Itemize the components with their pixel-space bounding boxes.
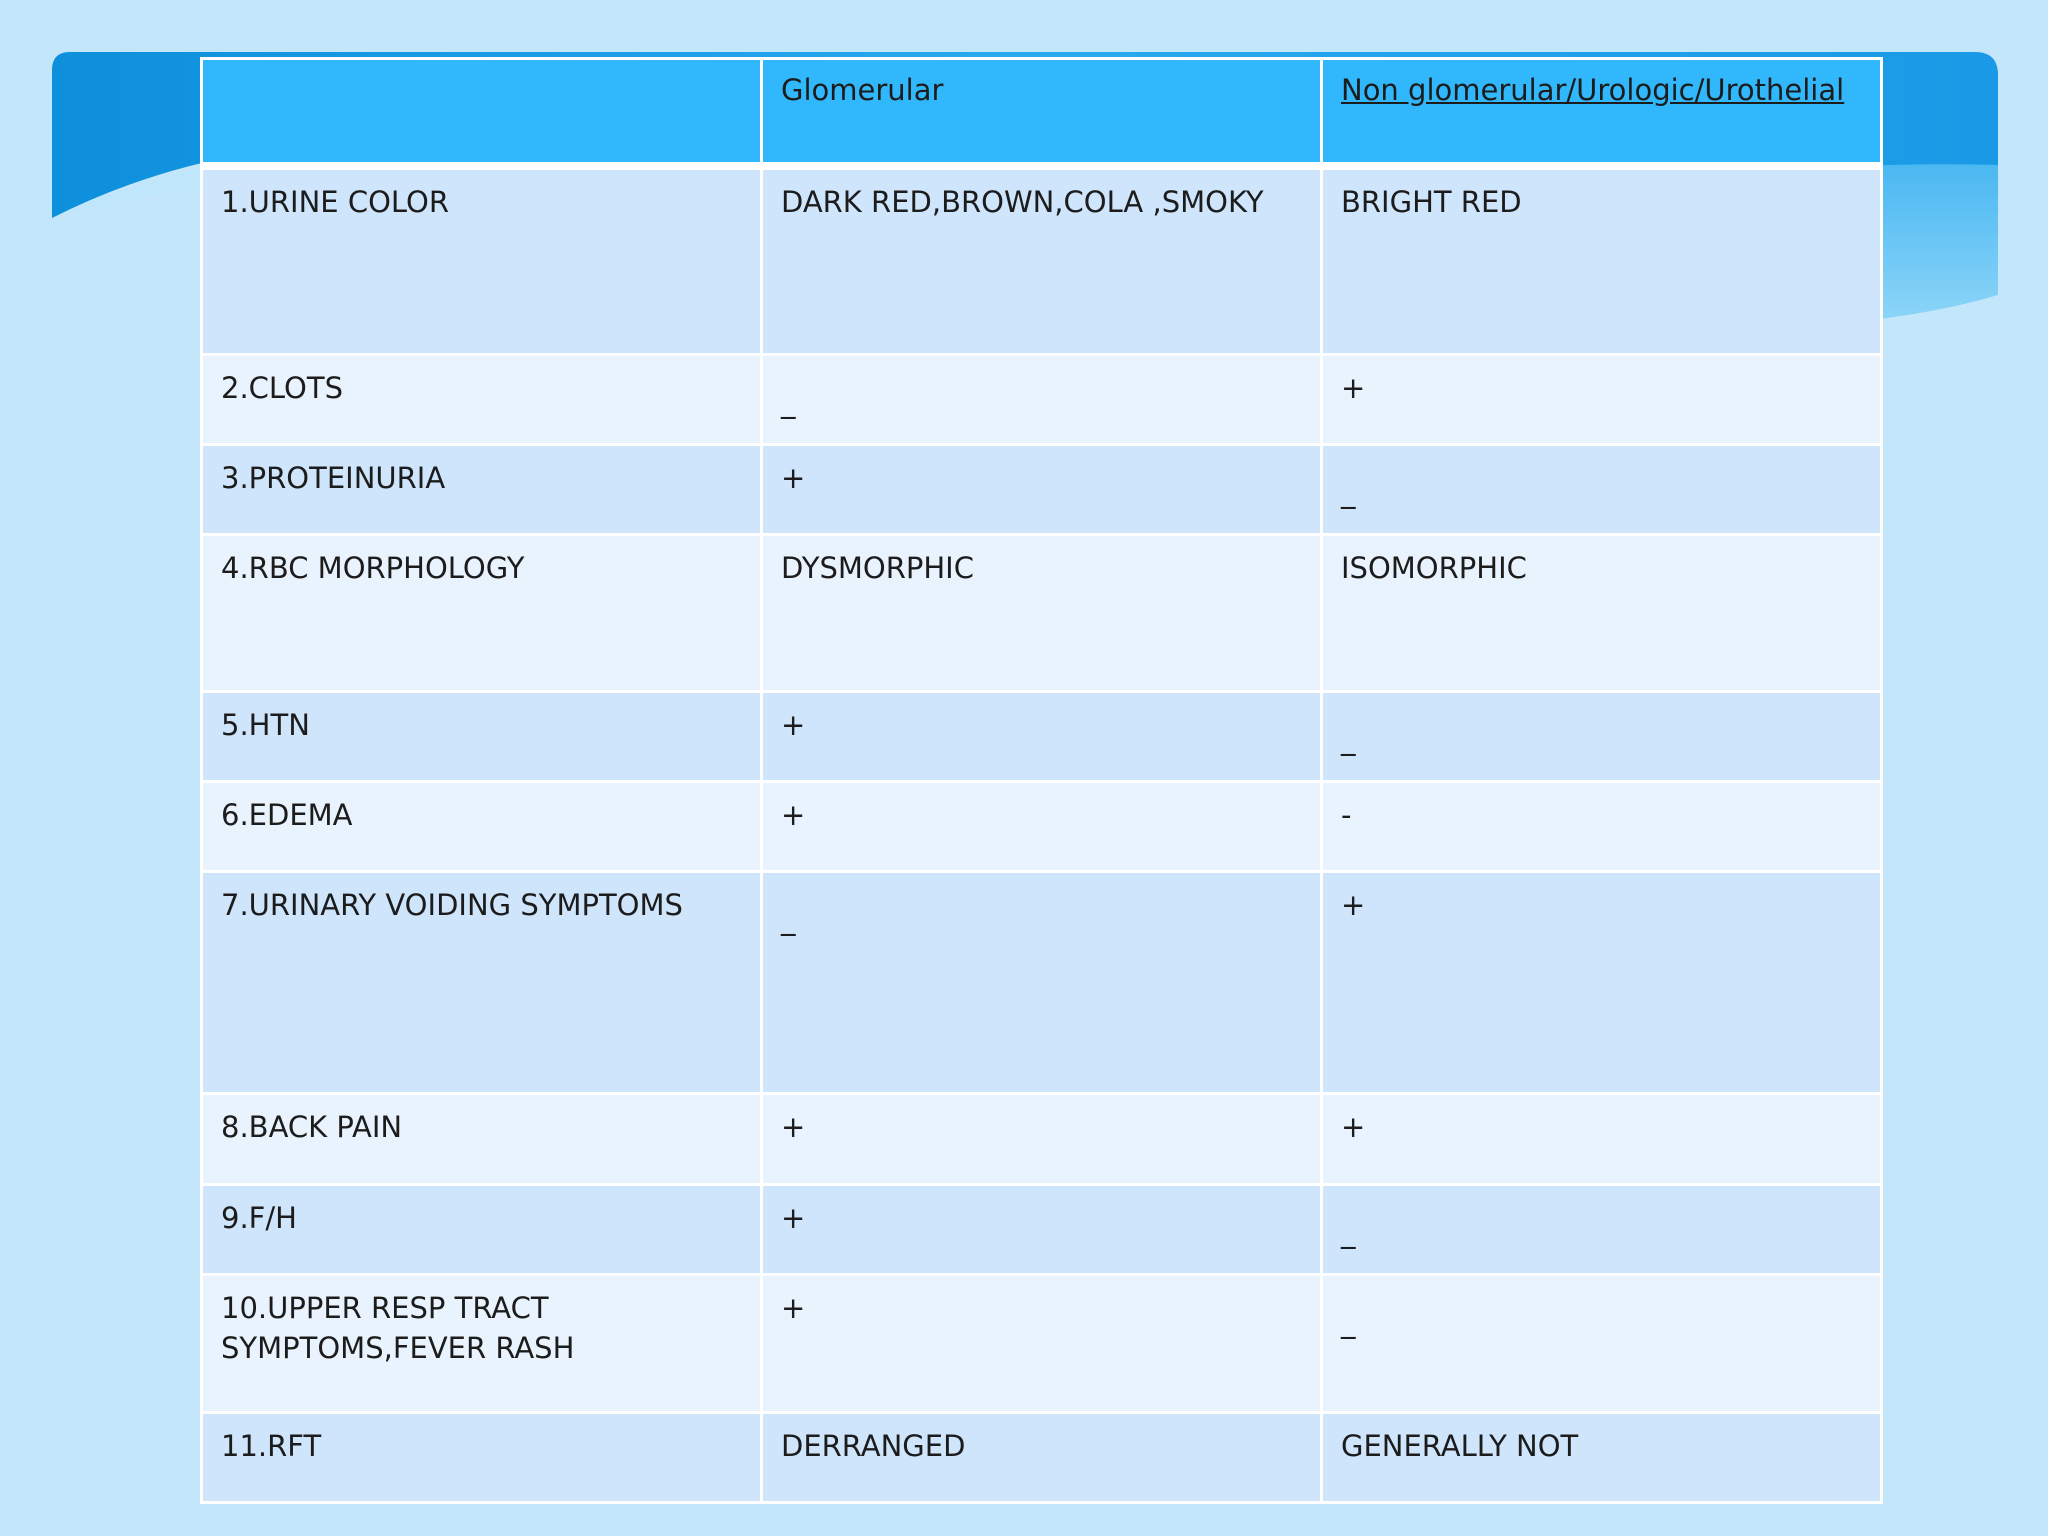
table-row bbox=[202, 872, 1882, 1094]
comparison-table-container bbox=[200, 57, 1880, 1504]
glomerular-value: + bbox=[781, 708, 806, 742]
non-glomerular-value: _ bbox=[1341, 1215, 1356, 1249]
table-row bbox=[202, 1275, 1882, 1413]
non-glomerular-value: + bbox=[1341, 888, 1366, 922]
glomerular-cell: DERRANGED bbox=[762, 1413, 1322, 1503]
row-label: 5.HTN bbox=[202, 692, 762, 782]
non-glomerular-cell bbox=[1322, 1094, 1882, 1185]
row-label: 11.RFT bbox=[202, 1413, 762, 1503]
non-glomerular-value: + bbox=[1341, 1110, 1366, 1144]
glomerular-value: _ bbox=[781, 385, 796, 419]
row-label: 6.EDEMA bbox=[202, 782, 762, 872]
table-row bbox=[202, 1413, 1882, 1503]
table-row bbox=[202, 782, 1882, 872]
glomerular-cell bbox=[762, 1275, 1322, 1413]
non-glomerular-cell bbox=[1322, 445, 1882, 535]
non-glomerular-cell bbox=[1322, 692, 1882, 782]
row-label: 7.URINARY VOIDING SYMPTOMS bbox=[202, 872, 762, 1094]
table-row bbox=[202, 1094, 1882, 1185]
non-glomerular-cell: GENERALLY NOT bbox=[1322, 1413, 1882, 1503]
table-row bbox=[202, 355, 1882, 445]
header-non-glomerular bbox=[1322, 59, 1882, 166]
hematuria-comparison-table bbox=[200, 57, 1883, 1504]
table-row bbox=[202, 166, 1882, 355]
non-glomerular-cell: ISOMORPHIC bbox=[1322, 535, 1882, 692]
non-glomerular-value: _ bbox=[1341, 722, 1356, 756]
glomerular-cell bbox=[762, 692, 1322, 782]
non-glomerular-value: _ bbox=[1341, 1305, 1356, 1339]
table-row bbox=[202, 692, 1882, 782]
table-header-row bbox=[202, 59, 1882, 166]
non-glomerular-cell bbox=[1322, 782, 1882, 872]
glomerular-cell: DYSMORPHIC bbox=[762, 535, 1322, 692]
row-label: 10.UPPER RESP TRACT SYMPTOMS,FEVER RASH bbox=[202, 1275, 762, 1413]
header-glomerular: Glomerular bbox=[762, 59, 1322, 166]
glomerular-cell: DARK RED,BROWN,COLA ,SMOKY bbox=[762, 166, 1322, 355]
non-glomerular-cell bbox=[1322, 1185, 1882, 1275]
header-non-glomerular-text: Non glomerular/Urologic/Urothelial bbox=[1341, 73, 1845, 107]
row-label: 1.URINE COLOR bbox=[202, 166, 762, 355]
non-glomerular-cell bbox=[1322, 355, 1882, 445]
glomerular-cell bbox=[762, 355, 1322, 445]
row-label: 2.CLOTS bbox=[202, 355, 762, 445]
non-glomerular-cell bbox=[1322, 1275, 1882, 1413]
non-glomerular-cell bbox=[1322, 872, 1882, 1094]
non-glomerular-value: - bbox=[1341, 798, 1352, 832]
row-label: 8.BACK PAIN bbox=[202, 1094, 762, 1185]
glomerular-value: _ bbox=[781, 902, 796, 936]
glomerular-value: + bbox=[781, 1291, 806, 1325]
non-glomerular-value: + bbox=[1341, 371, 1366, 405]
glomerular-cell bbox=[762, 872, 1322, 1094]
row-label: 3.PROTEINURIA bbox=[202, 445, 762, 535]
glomerular-cell bbox=[762, 445, 1322, 535]
header-empty-cell bbox=[202, 59, 762, 166]
glomerular-value: + bbox=[781, 798, 806, 832]
non-glomerular-cell: BRIGHT RED bbox=[1322, 166, 1882, 355]
row-label: 9.F/H bbox=[202, 1185, 762, 1275]
glomerular-value: + bbox=[781, 1201, 806, 1235]
non-glomerular-value: _ bbox=[1341, 475, 1356, 509]
row-label: 4.RBC MORPHOLOGY bbox=[202, 535, 762, 692]
glomerular-cell bbox=[762, 1094, 1322, 1185]
glomerular-cell bbox=[762, 1185, 1322, 1275]
glomerular-value: + bbox=[781, 1110, 806, 1144]
table-row bbox=[202, 445, 1882, 535]
table-row bbox=[202, 1185, 1882, 1275]
table-row bbox=[202, 535, 1882, 692]
glomerular-value: + bbox=[781, 461, 806, 495]
glomerular-cell bbox=[762, 782, 1322, 872]
